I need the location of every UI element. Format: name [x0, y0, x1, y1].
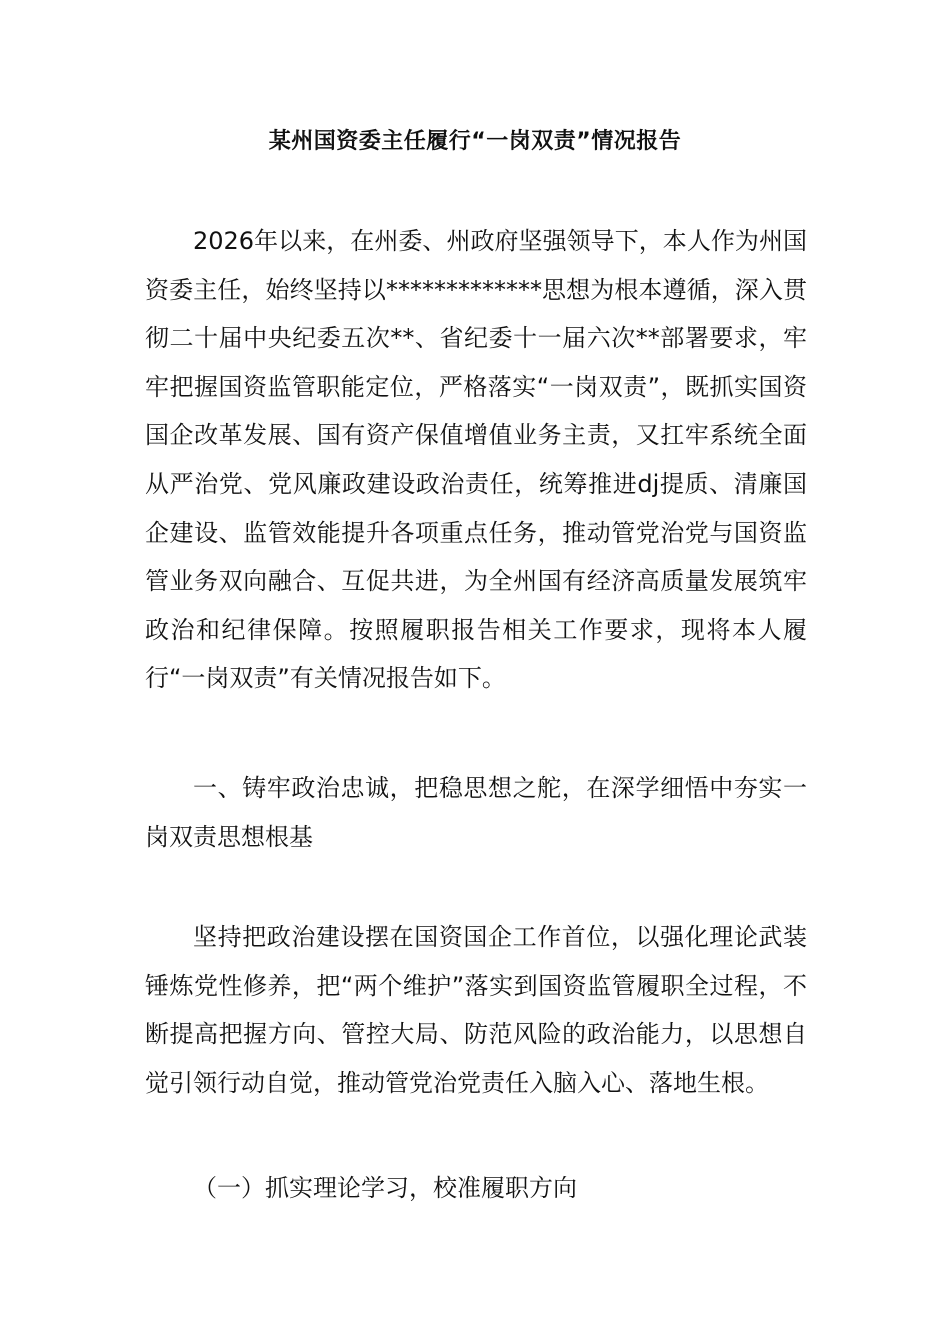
section-heading: 一、铸牢政治忠诚，把稳思想之舵，在深学细悟中夯实一岗双责思想根基	[145, 774, 807, 851]
document-title: 某州国资委主任履行“一岗双责”情况报告	[268, 129, 682, 154]
section-body-paragraph: 坚持把政治建设摆在国资国企工作首位，以强化理论武装锤炼党性修养，把“两个维护”落实到国资监管履职全过程，不断提高把握方向、管控大局、防范风险的政治能力，以思想自觉引领行动自觉，推动管党治党责任入脑入心、落地生根。	[145, 923, 807, 1097]
intro-paragraph: 2026年以来，在州委、州政府坚强领导下，本人作为州国资委主任，始终坚持以*************思想为根本遵循，深入贯彻二十届中央纪委五次**、省纪委十一届六次**部署要求，牢牢把握国资监管职能定位，严格落实“一岗双责”，既抓实国资国企改革发展、国有资产保值增值业务主责，又扛牢系统全面从严治党、党风廉政建设政治责任，统筹推进dj提质、清廉国企建设、监管效能提升各项重点任务，推动管党治党与国资监管业务双向融合、互促共进，为全州国有经济高质量发展筑牢政治和纪律保障。按照履职报告相关工作要求，现将本人履行“一岗双责”有关情况报告如下。	[145, 227, 807, 693]
subsection-heading: （一）抓实理论学习，校准履职方向	[193, 1174, 577, 1202]
